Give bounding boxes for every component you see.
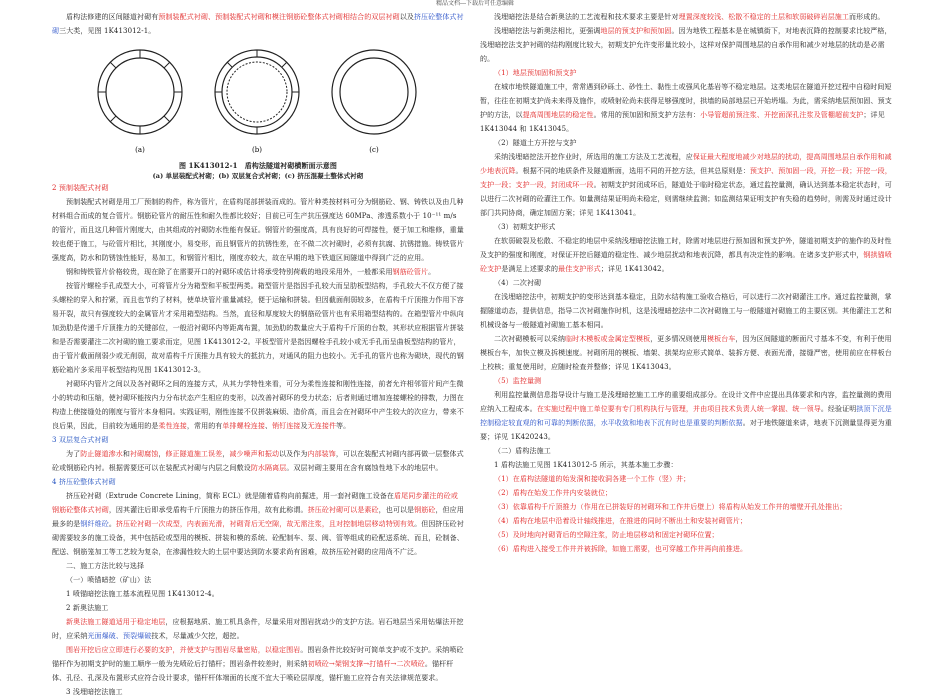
precast-paragraph-3: 按管片螺栓手孔成型大小，可将管片分为箱型和平板型两类。箱型管片是指因手孔较大而呈肋板型结构，手孔较大不仅方便了接头螺栓的穿入和拧紧，而且也节约了材料，使单块管片重量减轻，便于运输和拼装。但因截面削弱较多，在盾构千斤顶推力作用下容易开裂，故只有强度较大的金属管片才采用箱型结构。当然，直径和厚度较大的钢筋砼管片也有采用箱型结构的。在箱型管片中纵向加劲肋是传递千斤顶推力的关键部位，一般沿衬砌环内等距离布置，加劲肋的数量应大于盾构千斤顶的台数，其形状应根据管片拼装和是否需要灌注二次衬砌的施工要求而定，见图 1K413012-2。平板型管片是指因螺栓手孔较小或无手孔而呈曲板型结构的管片，由于管片截面削弱少或无削弱，故对盾构千斤顶推力具有较大的抵抗力，对通风的阻力也较小。无手孔的管片也称为砌块，现代的钢筋砼箱片多采用平板型结构见图 1K413012-3。 bbox=[52, 282, 464, 374]
shallow-paragraph-1: 浅埋暗挖法是结合新奥法的工艺流程和技术要求主要是针对埋置深度较浅、松散不稳定的土层和软弱破碎岩层施工而形成的。 bbox=[494, 13, 885, 21]
shallow-paragraph-2: 浅埋暗挖法与新奥法相比，更强调地层的预支护和预加固。因为地铁工程基本是在城镇街下，对地表沉降的控制要求比较严格，浅埋暗挖法支护衬砌的结构刚度比较大，初期支护允许变形量比较小，这样对保护周围地层的自承作用和减少对地层的扰动是必需的。 bbox=[480, 27, 892, 63]
lining-diagram-a bbox=[98, 50, 182, 134]
section-extruded-title: 4 挤压砼整体式衬砌 bbox=[52, 478, 116, 486]
figure-subcaption: (a) 单层装配式衬砌；(b) 双层复合式衬砌；(c) 挤压混凝土整体式衬砌 bbox=[152, 172, 364, 180]
fig-label-c: (c) bbox=[369, 146, 379, 154]
excavation-paragraph: 采纳浅埋暗挖法开挖作业时，所选用的施工方法及工艺流程，应保证最大程度地减少对地层的扰动，提高周围地层自承作用和减少地表沉降。根据不同的地质条件及隧道断面，选用不同的开挖方法，但其总原则是：预支护、预加固一段，开挖一段；开挖一段，支护一段；支护一段，封闭成环一段。初期支护封闭成环后，隧道处于临时稳定状态，通过监控量测，确认达到基本稳定状态时，可以进行二次衬砌的砼灌注工作。如量测结果证明尚未稳定，则需继续监测；如监测结果证明支护有失稳的趋势时，则需及时通过设计部门共同协商，确定加固方案；详见 1K413041。 bbox=[480, 153, 892, 217]
page-header: 精品文档---下载后可任意编辑 bbox=[435, 0, 515, 7]
right-column bbox=[480, 10, 892, 556]
pre-support-title: （1）地层预加固和预支护 bbox=[494, 69, 577, 77]
fig-label-a: (a) bbox=[135, 146, 145, 154]
lining-figure bbox=[52, 40, 464, 160]
double-lining-paragraph: 为了防止隧道渗水和衬砌腐蚀，修正隧道施工误差，减少噪声和振动以及作为内部装饰，可以在装配式衬砌内部再做一层整体式砼或钢筋砼内衬。根据需要还可以在装配式衬砌与内层之间敷设防水隔离层。双层衬砌主要用在含有腐蚀性地下水的地层中。 bbox=[52, 450, 464, 472]
shield-step: （4）盾构在地层中沿着设计轴线推进，在推进的同时不断出土和安装衬砌管片； bbox=[494, 517, 748, 525]
precast-paragraph-4: 衬砌环内管片之间以及各衬砌环之间的连接方式，从其力学特性来看，可分为柔性连接和刚性连接，前者允许相邻管片间产生微小的转动和压缩，使衬砌环能按内力分布状态产生相应的变形，以改善衬砌环的受力状态；后者则通过增加连接螺栓的排数，力图在构造上使接缝处的刚度与管片本身相同。实践证明，刚性连接不仅拼装麻烦、造价高，而且会在衬砌环中产生较大的次应力，带来不良后果，因此，目前较为通用的是柔性连接，常用的有单排螺栓连接、销钉连接及无连接件等。 bbox=[52, 380, 464, 430]
shield-step: （3）依靠盾构千斤顶推力（作用在已拼装好的衬砌环和工作井后壁上）将盾构从始发工作井的墙壁开孔处推出； bbox=[494, 503, 847, 511]
shield-intro: 1 盾构法施工见图 1K413012-5 所示，其基本施工步骤： bbox=[494, 461, 678, 469]
precast-paragraph-1: 预制装配式衬砌是用工厂预制的构件，称为管片，在盾构尾部拼装而成的。管片种类按材料可分为钢筋砼、钢、铸铁以及由几种材料组合而成的复合管片。钢筋砼管片的耐压性和耐久性都比较好；目前已可生产抗压强度达 60MPa、渗透系数小于 10⁻¹¹ m/s 的管片，而且这几种管片刚度大，由其组成的衬砌防水性能有保证。钢管片的强度高，具有良好的可焊接性，便于加工和维修，重量较也便于施工，与砼管片相比，其刚度小，易变形，而且钢管片的抗锈性差，在不做二次衬砌时，必须有抗腐、抗锈措施。铸铁管片强度高，防水和防锈蚀性能好，易加工，和钢管片相比，刚度亦较大，故在早期的地下铁道区间隧道中得到广泛的应用。 bbox=[52, 198, 464, 262]
lining-diagram-b bbox=[215, 50, 299, 134]
secondary-lining-title: （4）二次衬砌 bbox=[494, 279, 542, 287]
left-column bbox=[52, 10, 464, 699]
shield-step: （2）盾构在始发工作井内安装就位； bbox=[494, 489, 613, 497]
fig-label-b: (b) bbox=[252, 146, 262, 154]
mining-item-3: 3 浅埋暗挖法施工 bbox=[66, 688, 123, 696]
section-construction-title: 二、施工方法比较与选择 bbox=[66, 562, 145, 570]
secondary-lining-paragraph-2: 二次衬砌模板可以采纳临时木模板或金属定型模板，更多情况则使用模板台车，因为区间隧道的断面尺寸基本不变，有利于使用模板台车，加快立模及拆模速度。衬砌所用的模板、墙架、拱架均应形式简单、装拆方便、表面光滑，接缝严密，使用前应在样板台上校核；重复使用时，应随时检查并整修；详见 1K413043。 bbox=[480, 335, 892, 371]
initial-support-paragraph: 在软弱破裂及松散、不稳定的地层中采纳浅埋暗挖法施工时，除需对地层进行预加固和预支护外，隧道初期支护的施作的及时性及支护的强度和刚度，对保证开挖后隧道的稳定性、减少地层扰动和地表沉降，都具有决定性的影响。在诸多支护形式中，钢拱锚喷砼支护是满足上述要求的最佳支护形式；详见 1K413042。 bbox=[480, 237, 892, 273]
pre-support-paragraph: 在城市地铁隧道施工中，常常遇到砂砾土、砂性土、黏性土或强风化基岩等不稳定地层。这类地层在隧道开挖过程中自稳时间短暂，往往在初期支护尚未来得及施作，或喷射砼尚未获得足够强度时，拱墙的局部地层已开始坍塌。为此，需采纳地层预加固、预支护的方法，以提高周围地层的稳定性。常用的预加固和预支护方法有：小导管超前预注浆、开挖面深孔注浆及管棚超前支护；详见 1K413044 和 1K413045。 bbox=[480, 83, 892, 133]
extruded-paragraph: 挤压砼衬砌（Extrude Concrete Lining，简称 ECL）就是随着盾构向前掘进，用一套衬砌施工设备在盾尾同步灌注的砼或钢筋砼整体式衬砌，因其灌注后即承受盾构千斤顶推力的挤压作用，故有此称谓。挤压砼衬砌可以是素砼，也可以是钢筋砼，但应用最多的是钢纤维砼。挤压砼衬砌一次成型，内表面光滑，衬砌背后无空隙，故无需注浆，且对控制地层移动特别有效。但因挤压砼衬砌需要较多的施工设备，其中包括砼或型用的模板、拼装和模的系统、砼配制车、泵、阀、管等组成的砼配送系统、而且，砼制备、配送、钢筋笼加工等工艺较为复杂，在渗漏性较大的土层中要达到防水要求尚有困难，故挤压砼衬砌的应用尚不广泛。 bbox=[52, 492, 464, 556]
shield-step: （6）盾构进入接受工作井并被拆除，如施工需要，也可穿越工作井再向前推进。 bbox=[494, 545, 748, 553]
monitoring-paragraph: 利用监控量测信息指导设计与施工是浅埋暗挖施工工序的重要组成部分。在设计文件中应提出具体要求和内容，监控量测的费用应纳入工程成本。在实施过程中施工单位要有专门机构执行与管理，并由项目技术负责人统一掌握、统一领导。经验证明拱顶下沉是控制稳定较直观的和可靠的判断依据，水平收敛和地表下沉有时也是重要的判断依据。对于地铁隧道来讲，地表下沉测量显得更为重要；详见 1K420243。 bbox=[480, 391, 892, 441]
mining-item-1: 1 喷锚暗挖法施工基本流程见图 1K413012-4。 bbox=[66, 590, 219, 598]
monitoring-title: （5）监控量测 bbox=[494, 377, 542, 385]
figure-caption: 图 1K413012-1 盾构法隧道衬砌横断面示意图 bbox=[179, 161, 337, 170]
mining-paragraph-1: 新奥法施工隧道适用于稳定地层，应根据地质、施工机具条件，尽量采用对围岩扰动少的支护方法。岩石地层当采用钻爆法开挖时，应采纳光面爆破、预裂爆破技术，尽量减少欠挖，超挖。 bbox=[52, 618, 464, 640]
precast-paragraph-2: 钢和铸铁管片价格较贵，现在除了在需要开口的衬砌环或估计将承受特别荷载的地段采用外，一般都采用钢筋砼管片。 bbox=[66, 268, 436, 276]
shield-method-title: （二）盾构法施工 bbox=[494, 447, 551, 455]
secondary-lining-paragraph-1: 在浅埋暗挖法中，初期支护的变形达到基本稳定，且防水结构施工验收合格后，可以进行二次衬砌灌注工序。通过监控量测，掌握隧道动态，提供信息，指导二次衬砌施作时机，这是浅埋暗挖法中二次衬砌施工与一般隧道衬砌施工的主要区别。其他灌注工艺和机械设备与一般隧道衬砌施工基本相同。 bbox=[480, 293, 892, 329]
shield-step: （1）在盾构法隧道的始发洞和接收洞各建一个工作（竖）井； bbox=[494, 475, 691, 483]
lining-diagram-c bbox=[332, 50, 416, 134]
mining-item-2: 2 新奥法施工 bbox=[66, 604, 109, 612]
section-precast-title: 2 预制装配式衬砌 bbox=[52, 184, 109, 192]
section-double-lining-title: 3 双层复合式衬砌 bbox=[52, 436, 109, 444]
mining-paragraph-2: 围岩开挖后应立即进行必要的支护，并使支护与围岩尽量密贴，以稳定围岩。围岩条件比较好时可简单支护或不支护。采纳喷砼锚杆作为初期支护时的施工顺序一般为先喷砼后打锚杆；围岩条件较差时，则采纳初喷砼→架钢支撑→打锚杆→二次喷砼。锚杆杆体、孔径、孔深及布置形式应符合设计要求，锚杆杆体端面的长度不宜大于喷砼层厚度，锚杆施工应符合有关法律规范要求。 bbox=[52, 646, 464, 682]
excavation-title: （2）隧道土方开挖与支护 bbox=[494, 139, 577, 147]
shield-step: （5）及时地向衬砌背后的空隙注浆，防止地层移动和固定衬砌环位置； bbox=[494, 531, 719, 539]
section-mining-title: （一）喷锚暗挖（矿山）法 bbox=[66, 576, 152, 584]
intro-paragraph: 盾构法修建的区间隧道衬砌有预制装配式衬砌、预制装配式衬砌和模注钢筋砼整体式衬砌相结合的双层衬砌以及挤压砼整体式衬砌三大类，见图 1K413012-1。 bbox=[52, 13, 464, 35]
initial-support-title: （3）初期支护形式 bbox=[494, 223, 556, 231]
